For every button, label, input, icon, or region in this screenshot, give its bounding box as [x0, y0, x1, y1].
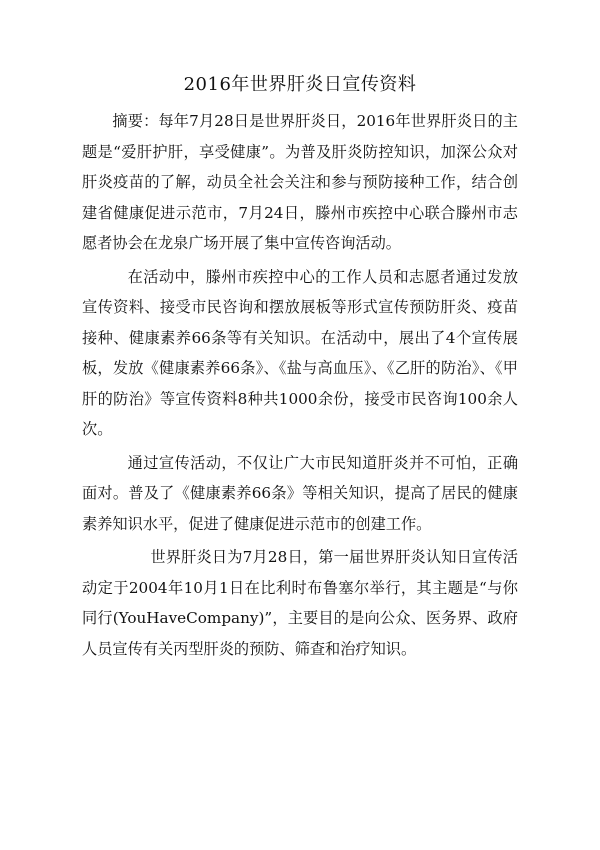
paragraph-activity: 在活动中，滕州市疾控中心的工作人员和志愿者通过发放宣传资料、接受市民咨询和摆放展板等形式宣传预防肝炎、疫苗接种、健康素养66条等有关知识。在活动中，展出了4个宣传展板，发放《健康素养66条》、《盐与高血压》、《乙肝的防治》、《甲肝的防治》等宣传资料8种共1000余份，接受市民咨询100余人次。	[82, 267, 518, 438]
paragraph-summary: 摘要：每年7月28日是世界肝炎日，2016年世界肝炎日的主题是“爱肝护肝，享受健康”。为普及肝炎防控知识，加深公众对肝炎疫苗的了解，动员全社会关注和参与预防接种工作，结合创建省健康促进示范市，7月24日，滕州市疾控中心联合滕州市志愿者协会在龙泉广场开展了集中宣传咨询活动。	[82, 112, 518, 252]
paragraph-background: 世界肝炎日为7月28日，第一届世界肝炎认知日宣传活动定于2004年10月1日在比利时布鲁塞尔举行，其主题是“与你同行(YouHaveCompany)”，主要目的是向公众、医务界、政府人员宣传有关丙型肝炎的预防、筛查和治疗知识。	[82, 548, 518, 658]
paragraph-outcome: 通过宣传活动，不仅让广大市民知道肝炎并不可怕，正确面对。普及了《健康素养66条》等相关知识，提高了居民的健康素养知识水平，促进了健康促进示范市的创建工作。	[82, 453, 518, 533]
document-title: 2016年世界肝炎日宣传资料	[183, 74, 417, 95]
